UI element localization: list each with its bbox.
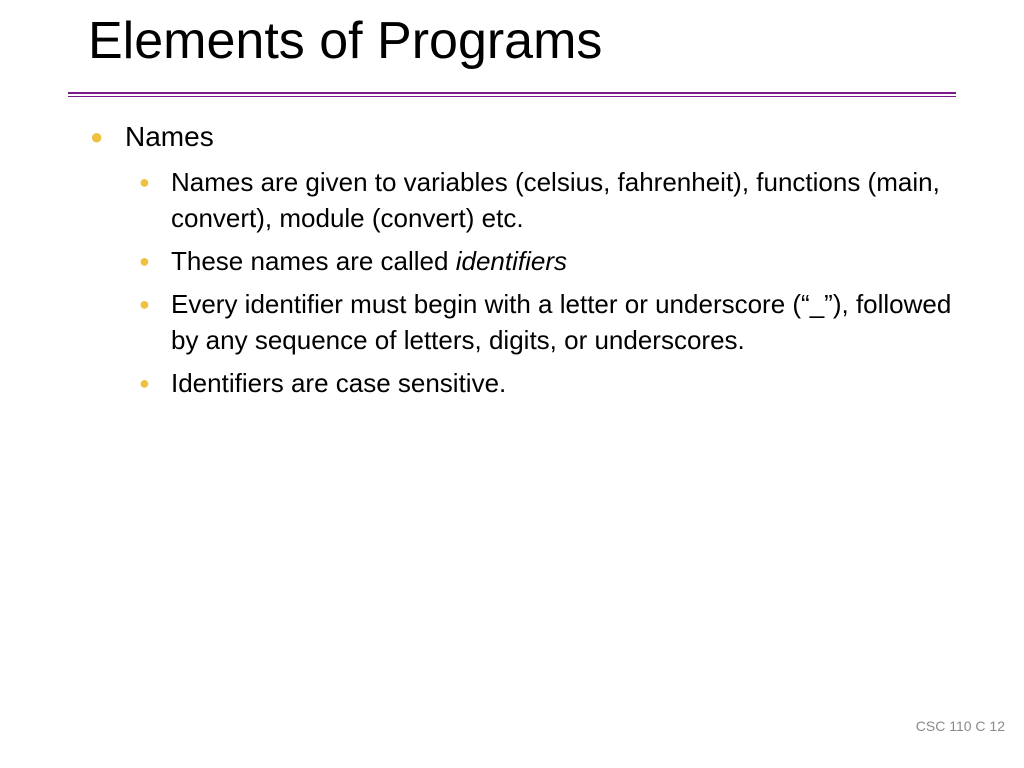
- slide-title: Elements of Programs: [88, 12, 603, 70]
- title-divider-thin: [68, 96, 956, 97]
- emphasis-identifiers: identifiers: [455, 246, 567, 276]
- bullet-dot-icon: ●: [139, 294, 150, 314]
- sub-bullet-text: Identifiers are case sensitive.: [171, 368, 507, 398]
- bullet-dot-icon: ●: [139, 251, 150, 271]
- sub-bullet-identifiers: [88, 243, 968, 279]
- sub-bullet-list: [88, 164, 968, 401]
- bullet-dot-icon: ●: [139, 172, 150, 192]
- bullet-dot-icon: ●: [139, 373, 150, 393]
- sub-bullet-text: Names are given to variables (celsius, fahrenheit), functions (main, convert), module (convert) etc.: [171, 167, 940, 233]
- sub-bullet-names-given: [88, 164, 968, 236]
- sub-bullet-case-sensitive: [88, 365, 968, 401]
- bullet-dot-icon: ●: [90, 124, 104, 149]
- slide-body: [88, 118, 968, 408]
- bullet-names: [88, 118, 968, 156]
- sub-bullet-text: These names are called: [171, 246, 456, 276]
- bullet-text: Names: [125, 121, 214, 152]
- sub-bullet-text: Every identifier must begin with a letter or underscore (“_”), followed by any sequence of letters, digits, or underscores.: [171, 289, 952, 355]
- title-divider: [68, 92, 956, 94]
- slide-footer: CSC 110 C 12: [915, 718, 1005, 734]
- sub-bullet-identifier-rule: [88, 286, 968, 358]
